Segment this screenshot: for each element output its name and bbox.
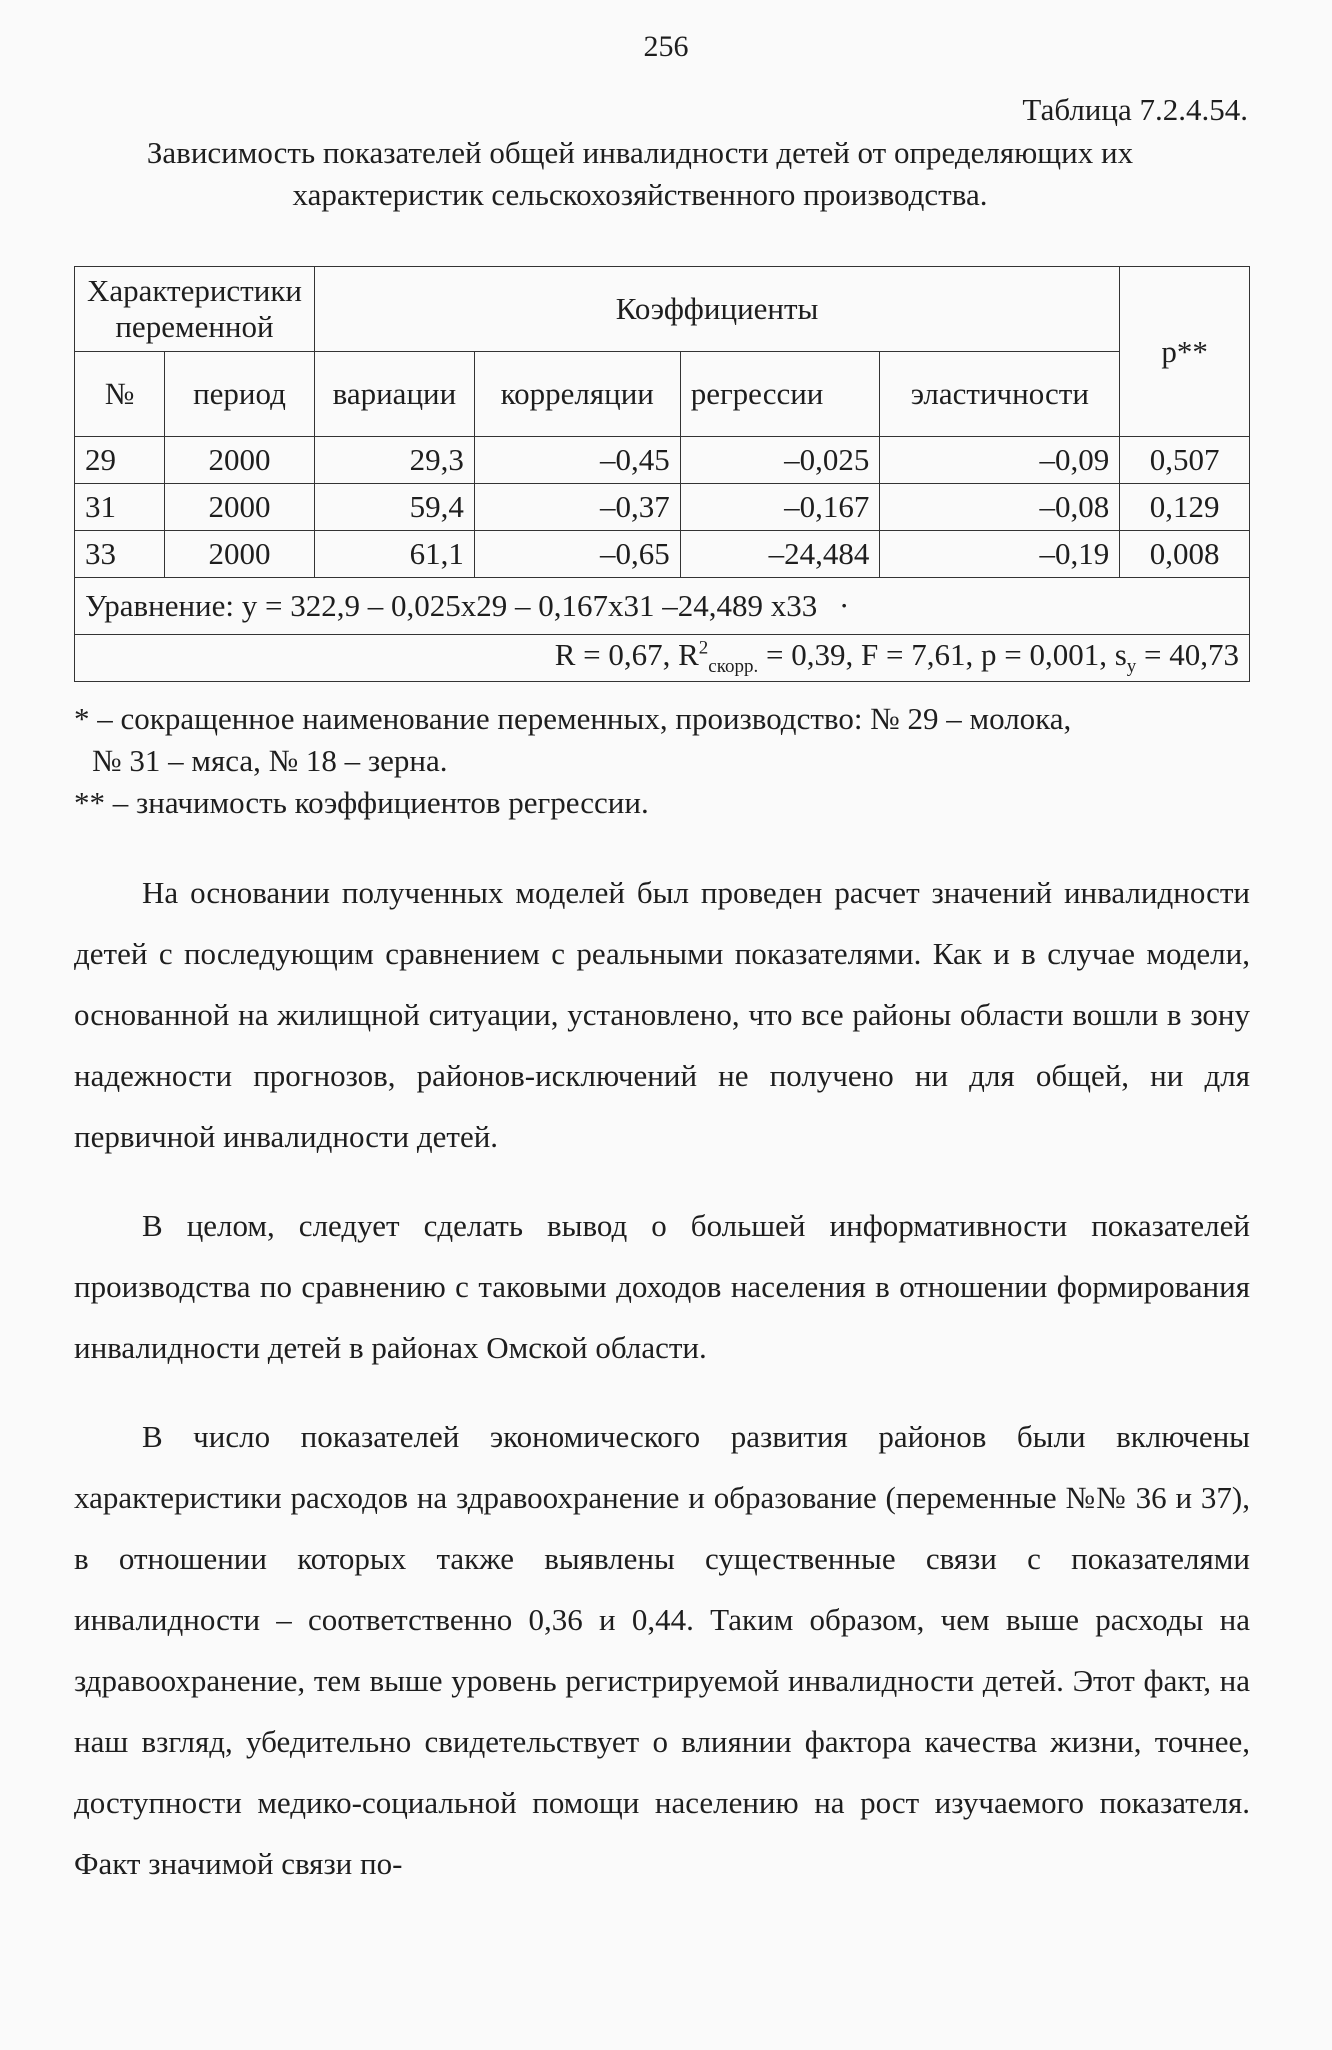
stat-sy-value: = 40,73 bbox=[1136, 637, 1239, 673]
table-row bbox=[75, 437, 1250, 484]
table-row bbox=[75, 484, 1250, 531]
statistics-cell bbox=[75, 635, 1250, 682]
cell-period: 2000 bbox=[164, 531, 314, 578]
cell-correlation: –0,65 bbox=[474, 531, 680, 578]
equation-row bbox=[75, 578, 1250, 635]
table-header-row bbox=[75, 267, 1250, 352]
cell-regression: –0,025 bbox=[680, 437, 880, 484]
stat-r: R = 0,67, R bbox=[554, 637, 699, 673]
stat-sy-sub: y bbox=[1126, 656, 1137, 678]
cell-no: 31 bbox=[75, 484, 165, 531]
paragraph: В целом, следует сделать вывод о большей информативности показателей производства по сравнению с таковыми доходов населения в отношении формирования инвалидности детей в районах Омской области. bbox=[74, 1208, 1250, 1365]
cell-regression: –0,167 bbox=[680, 484, 880, 531]
cell-elasticity: –0,19 bbox=[880, 531, 1120, 578]
table-notes bbox=[74, 698, 1250, 824]
equation-cell bbox=[75, 578, 1250, 635]
cell-variation: 29,3 bbox=[314, 437, 474, 484]
statistics-row bbox=[75, 635, 1250, 682]
col-period: период bbox=[164, 352, 314, 437]
col-regression: регрессии bbox=[680, 352, 880, 437]
header-p: p** bbox=[1120, 267, 1250, 437]
cell-elasticity: –0,09 bbox=[880, 437, 1120, 484]
cell-period: 2000 bbox=[164, 437, 314, 484]
stat-rest: = 0,39, F = 7,61, p = 0,001, s bbox=[758, 637, 1127, 673]
paragraph: В число показателей экономического развития районов были включены характеристики расходов на здравоохранение и образование (переменные №№ 36 и 37), в отношении которых также выявлены существенные связи с показателями инвалидности – соответственно 0,36 и 0,44. Таким образом, чем выше расходы на здравоохранение, тем выше уровень регистрируемой инвалидности детей. Этот факт, на наш взгляд, убедительно свидетельствует о влиянии фактора качества жизни, точнее, доступности медико-социальной помощи населению на рост изучаемого показателя. Факт значимой связи по- bbox=[74, 1419, 1250, 1881]
col-variation: вариации bbox=[314, 352, 474, 437]
col-correlation: корреляции bbox=[474, 352, 680, 437]
cell-variation: 59,4 bbox=[314, 484, 474, 531]
cell-regression: –24,484 bbox=[680, 531, 880, 578]
col-no: № bbox=[75, 352, 165, 437]
stat-r2-sup: 2 bbox=[698, 638, 709, 660]
note-line: * – сокращенное наименование переменных, производство: № 29 – молока, bbox=[74, 701, 1072, 736]
cell-period: 2000 bbox=[164, 484, 314, 531]
cell-elasticity: –0,08 bbox=[880, 484, 1120, 531]
col-elasticity: эластичности bbox=[880, 352, 1120, 437]
equation-mark: · bbox=[839, 588, 850, 623]
header-characteristics: Характеристики переменной bbox=[75, 267, 315, 352]
cell-p: 0,008 bbox=[1120, 531, 1250, 578]
cell-variation: 61,1 bbox=[314, 531, 474, 578]
cell-no: 33 bbox=[75, 531, 165, 578]
cell-p: 0,129 bbox=[1120, 484, 1250, 531]
header-coefficients: Коэффициенты bbox=[314, 267, 1119, 352]
cell-correlation: –0,45 bbox=[474, 437, 680, 484]
body-text bbox=[74, 862, 1250, 1922]
table-title: Зависимость показателей общей инвалидности детей от определяющих их характеристик сельскохозяйственного производства. bbox=[146, 135, 1134, 212]
cell-correlation: –0,37 bbox=[474, 484, 680, 531]
page-number: 256 bbox=[643, 30, 689, 63]
note-line: ** – значимость коэффициентов регрессии. bbox=[74, 785, 649, 820]
equation-text: Уравнение: y = 322,9 – 0,025x29 – 0,167x31 –24,489 x33 bbox=[85, 588, 818, 623]
coefficients-table bbox=[74, 266, 1250, 682]
cell-no: 29 bbox=[75, 437, 165, 484]
table-label: Таблица 7.2.4.54. bbox=[1022, 92, 1248, 127]
table-row bbox=[75, 531, 1250, 578]
note-line: № 31 – мяса, № 18 – зерна. bbox=[92, 743, 448, 778]
paragraph: На основании полученных моделей был проведен расчет значений инвалидности детей с последующим сравнением с реальными показателями. Как и в случае модели, основанной на жилищной ситуации, установлено, что все районы области вошли в зону надежности прогнозов, районов-исключений не получено ни для общей, ни для первичной инвалидности детей. bbox=[74, 875, 1250, 1154]
table-subheader-row bbox=[75, 352, 1250, 437]
stat-r2-sub: скорр. bbox=[708, 656, 759, 678]
cell-p: 0,507 bbox=[1120, 437, 1250, 484]
